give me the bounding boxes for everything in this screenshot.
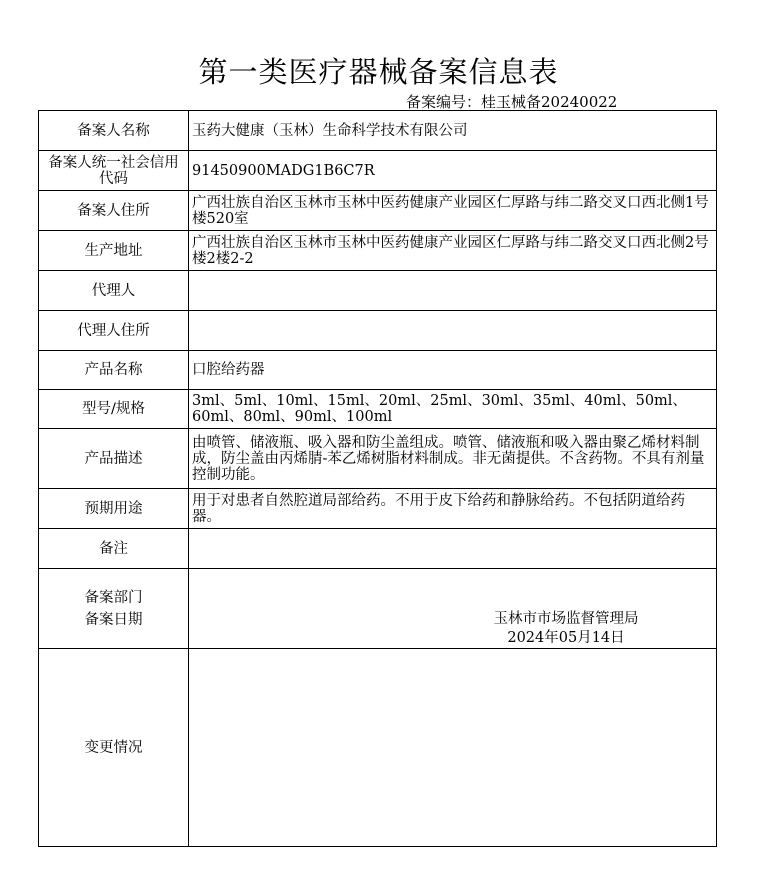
record-number: 备案编号：桂玉械备20240022 xyxy=(406,93,618,111)
row-value xyxy=(189,271,717,311)
row-label: 生产地址 xyxy=(39,231,189,271)
table-row xyxy=(39,489,717,529)
row-value: 由喷管、储液瓶、吸入器和防尘盖组成。喷管、储液瓶和吸入器由聚乙烯材料制成，防尘盖由丙烯腈-苯乙烯树脂材料制成。非无菌提供。不含药物。不具有剂量控制功能。 xyxy=(189,429,717,489)
table-row xyxy=(39,231,717,271)
table-row xyxy=(39,271,717,311)
table-row xyxy=(39,529,717,569)
date-label: 备案日期 xyxy=(84,611,143,628)
row-label: 备案人名称 xyxy=(39,111,189,151)
row-value: 用于对患者自然腔道局部给药。不用于皮下给药和静脉给药。不包括阴道给药器。 xyxy=(189,489,717,529)
info-table xyxy=(38,110,717,847)
table-row xyxy=(39,111,717,151)
change-value xyxy=(189,649,717,847)
row-label: 备注 xyxy=(39,529,189,569)
row-value: 3ml、5ml、10ml、15ml、20ml、25ml、30ml、35ml、40ml、50ml、60ml、80ml、90ml、100ml xyxy=(189,390,717,429)
table-row xyxy=(39,569,717,649)
dept-date-label xyxy=(39,569,189,649)
row-value: 玉药大健康（玉林）生命科学技术有限公司 xyxy=(189,111,717,151)
row-label: 备案人住所 xyxy=(39,191,189,231)
table-row xyxy=(39,649,717,847)
table-row xyxy=(39,390,717,429)
dept-label: 备案部门 xyxy=(84,589,143,606)
table-row xyxy=(39,191,717,231)
change-label: 变更情况 xyxy=(39,649,189,847)
row-label: 型号/规格 xyxy=(39,390,189,429)
row-value: 91450900MADG1B6C7R xyxy=(189,151,717,191)
row-label: 备案人统一社会信用代码 xyxy=(39,151,189,191)
dept-value: 玉林市市场监督管理局 xyxy=(493,611,639,627)
row-value: 广西壮族自治区玉林市玉林中医药健康产业园区仁厚路与纬二路交叉口西北侧2号楼2楼2-2 xyxy=(189,231,717,271)
row-label: 代理人住所 xyxy=(39,311,189,351)
table-row xyxy=(39,311,717,351)
row-value xyxy=(189,311,717,351)
row-label: 预期用途 xyxy=(39,489,189,529)
table-row xyxy=(39,429,717,489)
page-title: 第一类医疗器械备案信息表 xyxy=(198,55,559,89)
row-value xyxy=(189,529,717,569)
date-value: 2024年05月14日 xyxy=(507,630,625,646)
row-label: 代理人 xyxy=(39,271,189,311)
table-row xyxy=(39,151,717,191)
row-value: 口腔给药器 xyxy=(189,351,717,390)
dept-date-value xyxy=(189,569,717,649)
row-label: 产品名称 xyxy=(39,351,189,390)
table-row xyxy=(39,351,717,390)
row-value: 广西壮族自治区玉林市玉林中医药健康产业园区仁厚路与纬二路交叉口西北侧1号楼520室 xyxy=(189,191,717,231)
row-label: 产品描述 xyxy=(39,429,189,489)
